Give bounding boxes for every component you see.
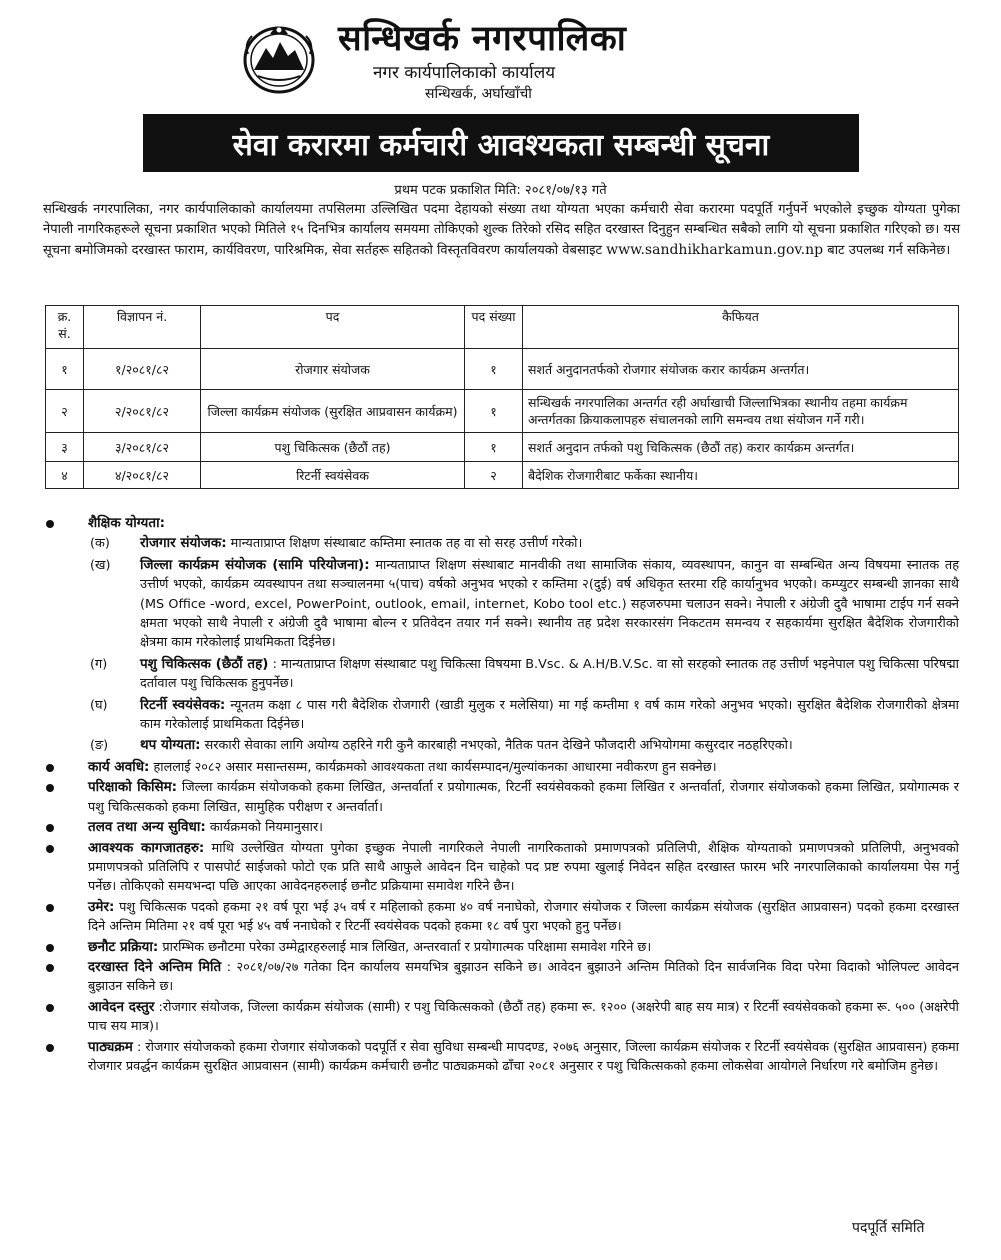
bullet-title: दरखास्त दिने अन्तिम मिति xyxy=(88,958,222,975)
bullet-title: उमेर: xyxy=(88,898,115,915)
bullet-salary xyxy=(43,818,959,837)
qualification-heading: शैक्षिक योग्यता: xyxy=(88,515,165,531)
org-name: सन्धिखर्क नगरपालिका xyxy=(338,19,627,59)
bullet-icon xyxy=(46,764,54,772)
cell-count: २ xyxy=(465,462,523,489)
bullet-title: आवेदन दस्तुर xyxy=(88,998,155,1015)
vacancy-table xyxy=(45,305,959,489)
qualification-title: जिल्ला कार्यक्रम संयोजक (सामि परियोजना): xyxy=(140,556,370,573)
bullet-title: परिक्षाको किसिम: xyxy=(88,779,178,796)
bullet-text: : २०८१/०७/२७ गतेका दिन कार्यालय समयभित्र बुझाउन सकिने छ। आवेदन बुझाउने अन्तिम मितिको दिन सार्वजनिक विदा परेमा विदाको भोलिपल्ट आवेदन बुझाउन सकिने छ। xyxy=(88,959,959,995)
qualification-key: (ख) xyxy=(90,557,111,573)
qualification-item xyxy=(43,655,959,694)
bullet-application-fee xyxy=(43,998,959,1037)
issuing-committee: पदपूर्ति समिति xyxy=(852,1220,925,1236)
cell-remark: सन्धिखर्क नगरपालिका अन्तर्गत रही अर्घाखाची जिल्लाभित्रका स्थानीय तहमा कार्यक्रम अन्तर्गतका क्रियाकलापहरु संचालनको लागि समन्वय तथा संयोजन गर्ने गरी। xyxy=(523,390,959,433)
bullet-work-period xyxy=(43,758,959,777)
cell-count: १ xyxy=(465,433,523,462)
cell-post: पशु चिकित्सक (छैठौं तह) xyxy=(201,433,465,462)
bullet-text: हाललाई २०८२ असार मसान्तसम्म, कार्यक्रमको आवश्यकता तथा कार्यसम्पादन/मुल्यांकनका आधारमा नवीकरण हुन सक्नेछ। xyxy=(153,759,717,775)
cell-count: १ xyxy=(465,349,523,390)
bullet-title: आवश्यक कागजातहरु: xyxy=(88,839,205,856)
qualification-key: (क) xyxy=(90,536,110,552)
bullet-deadline xyxy=(43,958,959,997)
col-header-remark: कैफियत xyxy=(523,306,959,349)
cell-remark: बैदेशिक रोजगारीबाट फर्केका स्थानीय। xyxy=(523,462,959,489)
col-header-count: पद संख्या xyxy=(465,306,523,349)
qualification-item xyxy=(43,696,959,735)
table-header-row xyxy=(46,306,959,349)
bullet-exam-type xyxy=(43,778,959,817)
cell-sn: १ xyxy=(46,349,84,390)
bullet-text: पशु चिकित्सक पदको हकमा २१ वर्ष पूरा भई ३५ वर्ष र महिलाको हकमा ४० वर्ष ननाघेको, रोजगार संयोजक र जिल्ला कार्यक्रम संयोजक (सुरक्षित आप्रवासन) पदको हकमा दरखास्त दिने अन्तिम मितिमा २१ वर्ष पूरा भई ४५ वर्ष ननाघेको र रिटर्नी स्वयंसेवक पदको हकमा १८ वर्ष पुरा भएको हुनु पर्नेछ। xyxy=(88,899,959,935)
cell-ad-no: ४/२०८१/८२ xyxy=(84,462,201,489)
bullet-text: माथि उल्लेखित योग्यता पुगेका इच्छुक नेपाली नागरिकले नेपाली नागरिकताको प्रमाणपत्रको प्रतिलिपी, शैक्षिक योग्यताको प्रमाणपत्रको प्रतिलिपी, अनुभवको प्रमाणपत्रको प्रतिलिपि र पासपोर्ट साईजको फोटो एक प्रति साथै आफुले आवेदन दिन चाहेको पद प्रष्ट रुपमा खुलाई निवेदन सहित दरखास्त फारम भरि नगरपालिकाको कार्यालयमा पेस गर्नु पर्नेछ। तोकिएको समयभन्दा पछि आएका आवेदनहरुलाई छनौट प्रक्रियामा समावेश गरिने छैन। xyxy=(88,840,959,895)
col-header-ad-no: विज्ञापन नं. xyxy=(84,306,201,349)
bullet-title: छनौट प्रक्रिया: xyxy=(88,938,159,955)
cell-count: १ xyxy=(465,390,523,433)
office-location: सन्धिखर्क, अर्घाखाँची xyxy=(425,86,532,102)
intro-tail: बाट उपलब्ध गर्न सकिनेछ। xyxy=(827,243,951,258)
published-date: प्रथम पटक प्रकाशित मिति: २०८१/०७/१३ गते xyxy=(394,183,607,198)
qualification-text: मान्यताप्राप्त शिक्षण संस्थाबाट कम्तिमा स्नातक तह वा सो सरह उत्तीर्ण गरेको। xyxy=(230,536,583,552)
qualification-title: रोजगार संयोजक: xyxy=(140,535,227,552)
bullet-icon xyxy=(46,1004,54,1012)
cell-post: जिल्ला कार्यक्रम संयोजक (सुरक्षित आप्रवासन कार्यक्रम) xyxy=(201,390,465,433)
cell-sn: २ xyxy=(46,390,84,433)
table-row xyxy=(46,462,959,489)
cell-ad-no: ३/२०८१/८२ xyxy=(84,433,201,462)
cell-ad-no: २/२०८१/८२ xyxy=(84,390,201,433)
requirements-section xyxy=(43,514,959,1077)
bullet-text: कार्यक्रमको नियमानुसार। xyxy=(209,820,324,836)
qualification-text: मान्यताप्राप्त शिक्षण संस्थाबाट मानवीकी तथा सामाजिक संकाय, व्यवस्थापन, कानुन वा सम्बन्धित अन्य विषयमा स्नातक तह उत्तीर्ण भएको, कार्यक्रम व्यवस्थापन तथा सञ्चालनमा ५(पाच) वर्षको अनुभव भएको र कम्तिमा २(दुई) वर्ष अधिकृत स्तरमा रहि कार्यानुभव भएको। कम्प्युटर सम्बन्धी ज्ञानका साथै (MS Office -word, excel, PowerPoint, outlook, email, internet, Kobo tool etc.) सहजरुपमा चलाउन सक्ने। नेपाली र अंग्रेजी दुवै भाषामा टाईप गर्न सक्ने क्षमता भएको साथै नेपाली र अंग्रेजी दुवै भाषामा बोल्न र प्रतिवेदन तयार गर्न सक्ने। स्थानीय तह प्रदेश सरकारसंग निकटतम समन्वय र सहकार्यमा सुरक्षित बैदेशिक रोजगारीको क्षेत्रमा काम गरेकोलाई प्राथमिकता दिईनेछ। xyxy=(140,557,959,651)
bullet-icon xyxy=(46,904,54,912)
bullet-text: प्रारम्भिक छनौटमा परेका उम्मेद्वारहरुलाई मात्र लिखित, अन्तरवार्ता र प्रयोगात्मक परिक्षामा समावेश गरिने छ। xyxy=(162,939,652,955)
qualification-key: (ङ) xyxy=(90,738,109,754)
qualification-heading-item xyxy=(43,514,959,533)
qualification-item xyxy=(43,736,959,755)
bullet-icon xyxy=(46,845,54,853)
cell-post: रोजगार संयोजक xyxy=(201,349,465,390)
bullet-selection-process xyxy=(43,938,959,957)
cell-sn: ३ xyxy=(46,433,84,462)
bullet-icon xyxy=(46,944,54,952)
qualification-title: रिटर्नी स्वयंसेवक: xyxy=(140,696,226,713)
cell-remark: सशर्त अनुदान तर्फको पशु चिकित्सक (छैठौं तह) करार कार्यक्रम अन्तर्गत। xyxy=(523,433,959,462)
cell-sn: ४ xyxy=(46,462,84,489)
cell-ad-no: १/२०८१/८२ xyxy=(84,349,201,390)
qualification-text: सरकारी सेवाका लागि अयोग्य ठहरिने गरी कुनै कारबाही नभएको, नैतिक पतन देखिने फौजदारी अभियोगमा कसुरदार नठहरिएको। xyxy=(204,738,793,754)
qualification-title: थप योग्यता: xyxy=(140,737,201,754)
bullet-icon xyxy=(46,824,54,832)
qualification-item xyxy=(43,556,959,653)
notice-title: सेवा करारमा कर्मचारी आवश्यकता सम्बन्धी सूचना xyxy=(232,127,770,163)
cell-post: रिटर्नी स्वयंसेवक xyxy=(201,462,465,489)
bullet-age xyxy=(43,898,959,937)
bullet-icon xyxy=(46,520,54,528)
bullet-title: कार्य अवधि: xyxy=(88,758,150,775)
qualification-key: (घ) xyxy=(90,697,108,713)
qualification-key: (ग) xyxy=(90,656,108,672)
cell-remark: सशर्त अनुदानतर्फको रोजगार संयोजक करार कार्यक्रम अन्तर्गत। xyxy=(523,349,959,390)
bullet-title: पाठ्यक्रम xyxy=(88,1038,133,1055)
qualification-title: पशु चिकित्सक (छैठौं तह) xyxy=(140,655,269,672)
col-header-sn: क्र. सं. xyxy=(46,306,84,349)
bullet-icon xyxy=(46,784,54,792)
bullet-text: : रोजगार संयोजकको हकमा रोजगार संयोजकको पदपूर्ति र सेवा सुविधा सम्बन्धी मापदण्ड, २०७६ अनुसार, जिल्ला कार्यक्रम संयोजक र रिटर्नी स्वयंसेवक (सुरक्षित आप्रवासन) हकमा रोजगार प्रवर्द्धन कार्यक्रम सुरक्षित आप्रवासन (सामी) कार्यक्रम कर्मचारी छनौट पाठ्यक्रमको ढाँचा २०८१ अनुसार र पशु चिकित्सकको हकमा लोकसेवा आयोगले निर्धारण गरे बमोजिम हुनेछ। xyxy=(88,1039,959,1074)
table-row xyxy=(46,390,959,433)
nepal-emblem-icon xyxy=(240,14,318,96)
table-row xyxy=(46,349,959,390)
bullet-text: जिल्ला कार्यक्रम संयोजकको हकमा लिखित, अन्तर्वार्ता र प्रयोगात्मक, रिटर्नी स्वयंसेवकको हकमा लिखित र अन्तर्वार्ता, रोजगार संयोजकको हकमा लिखित, प्रयोगात्मक र पशु चिकित्सकको हकमा लिखित, सामुहिक परीक्षण र अन्तर्वार्ता। xyxy=(88,780,959,815)
qualification-text: : मान्यताप्राप्त शिक्षण संस्थाबाट पशु चिकित्सा विषयमा B.Vsc. & A.H/B.V.Sc. वा सो सरहको स्नातक तह उत्तीर्ण भइनेपाल पशु चिकित्सा परिषद्मा दर्तावाल पशु चिकित्सक हुनुपर्नेछ। xyxy=(140,656,959,692)
qualification-item xyxy=(43,534,959,553)
table-row xyxy=(46,433,959,462)
notice-title-banner xyxy=(143,114,859,172)
bullet-documents xyxy=(43,839,959,897)
bullet-syllabus xyxy=(43,1038,959,1077)
bullet-icon xyxy=(46,964,54,972)
intro-text: सन्धिखर्क नगरपालिका, नगर कार्यपालिकाको कार्यालयमा तपसिलमा उल्लिखित पदमा देहायको संख्या तथा योग्यता भएका कर्मचारी सेवा करारमा पदपूर्ति गर्नुपर्ने भएकोले इच्छुक योग्यता पुगेका नेपाली नागरिकहरूले सूचना प्रकाशित भएको मितिले १५ दिनभित्र कार्यालय समयमा तोकिएको शुल्क तिरेको रसिद सहित दरखास्त दिनुहुन सम्बन्धित सबैको लागि यो सूचना प्रकाशित गरिएको छ। यस सूचना बमोजिमको दरखास्त फाराम, कार्यविवरण, पारिश्रमिक, सेवा सर्तहरू सहितको विस्तृतविवरण कार्यालयको वेबसाइट xyxy=(43,202,960,258)
website-link[interactable]: www.sandhikharkamun.gov.np xyxy=(606,242,824,258)
qualification-text: न्यूनतम कक्षा ८ पास गरी बैदेशिक रोजगारी (खाडी मुलुक र मलेसिया) मा गई कम्तीमा १ वर्ष काम गरेको अनुभव भएको। सुरक्षित बैदेशिक रोजगारीको क्षेत्रमा काम गरेकोलाई प्राथमिकता दिईनेछ। xyxy=(140,697,959,733)
bullet-title: तलव तथा अन्य सुविधा: xyxy=(88,819,206,836)
office-name: नगर कार्यपालिकाको कार्यालय xyxy=(373,63,556,83)
intro-paragraph xyxy=(43,200,960,261)
bullet-icon xyxy=(46,1044,54,1052)
col-header-post: पद xyxy=(201,306,465,349)
bullet-text: :रोजगार संयोजक, जिल्ला कार्यक्रम संयोजक (सामी) र पशु चिकित्सकको (छैठौं तह) हकमा रू. १२०० (अक्षरेपी बाह सय मात्र) र रिटर्नी स्वयंसेवकको हकमा रू. ५०० (अक्षरेपी पाच सय मात्र)। xyxy=(88,999,959,1035)
